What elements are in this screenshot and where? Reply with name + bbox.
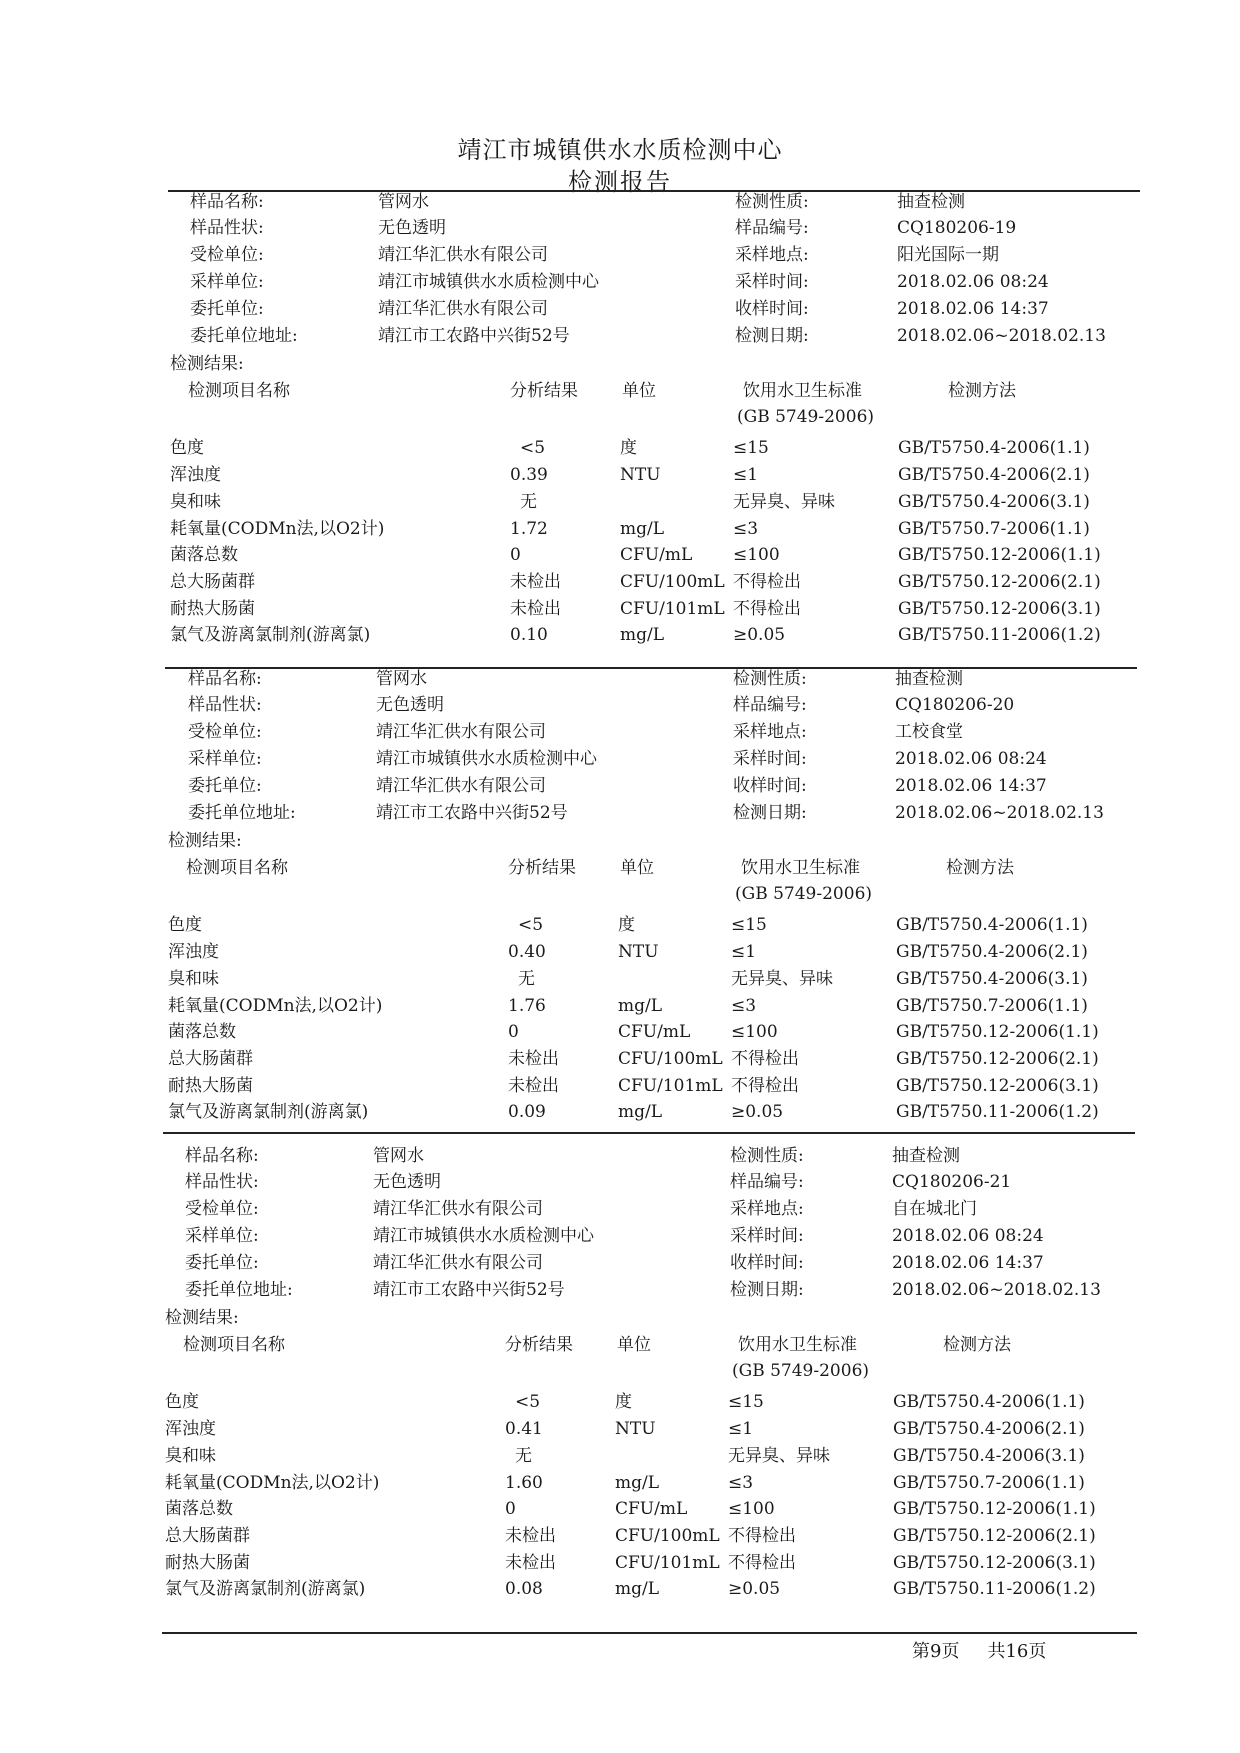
- item-method: GB/T5750.11-2006(1.2): [898, 625, 1101, 645]
- item-method: GB/T5750.4-2006(1.1): [893, 1392, 1085, 1412]
- info-value-sample-state: 无色透明: [378, 218, 446, 238]
- item-standard: ≤3: [728, 1473, 754, 1493]
- report-subtitle: 检测报告: [568, 168, 672, 196]
- item-name: 浑浊度: [168, 942, 219, 962]
- info-value-test-date: 2018.02.06~2018.02.13: [897, 326, 1106, 346]
- sample-section: [165, 1146, 1240, 1616]
- info-label-client: 委托单位:: [190, 299, 264, 319]
- col-header-method: 检测方法: [948, 381, 1016, 401]
- col-header-standard-code: (GB 5749-2006): [735, 884, 873, 904]
- item-standard: ≤100: [731, 1022, 778, 1042]
- item-standard: 不得检出: [733, 572, 801, 592]
- col-header-result: 分析结果: [508, 858, 576, 878]
- info-label-sample-no: 样品编号:: [730, 1172, 804, 1192]
- col-header-standard: 饮用水卫生标准: [738, 1335, 857, 1355]
- col-header-standard-code: (GB 5749-2006): [737, 407, 875, 427]
- info-label-sampling-time: 采样时间:: [733, 749, 807, 769]
- info-label-sampling-site: 采样地点:: [730, 1199, 804, 1219]
- item-standard: 无异臭、异味: [731, 969, 833, 989]
- item-method: GB/T5750.12-2006(1.1): [898, 545, 1101, 565]
- col-header-unit: 单位: [617, 1335, 651, 1355]
- info-label-sample-name: 样品名称:: [190, 192, 264, 212]
- info-value-sample-name: 管网水: [378, 192, 429, 212]
- item-method: GB/T5750.12-2006(1.1): [893, 1499, 1096, 1519]
- info-value-sample-state: 无色透明: [373, 1172, 441, 1192]
- col-header-unit: 单位: [622, 381, 656, 401]
- info-label-sampling-unit: 采样单位:: [190, 272, 264, 292]
- info-label-receive-time: 收样时间:: [733, 776, 807, 796]
- info-value-test-date: 2018.02.06~2018.02.13: [892, 1280, 1101, 1300]
- item-name: 臭和味: [168, 969, 219, 989]
- item-name: 总大肠菌群: [168, 1049, 253, 1069]
- info-value-inspected-unit: 靖江华汇供水有限公司: [376, 722, 546, 742]
- info-value-client-address: 靖江市工农路中兴街52号: [378, 326, 570, 346]
- item-standard: ≤1: [728, 1419, 754, 1439]
- item-unit: CFU/mL: [615, 1499, 688, 1519]
- col-header-method: 检测方法: [946, 858, 1014, 878]
- item-name: 臭和味: [170, 492, 221, 512]
- item-method: GB/T5750.12-2006(1.1): [896, 1022, 1099, 1042]
- item-standard: 无异臭、异味: [733, 492, 835, 512]
- sample-section: [170, 192, 1240, 662]
- item-standard: ≤100: [728, 1499, 775, 1519]
- info-value-test-date: 2018.02.06~2018.02.13: [895, 803, 1104, 823]
- info-value-receive-time: 2018.02.06 14:37: [897, 299, 1049, 319]
- item-name: 浑浊度: [165, 1419, 216, 1439]
- item-result: 1.60: [505, 1473, 543, 1493]
- item-unit: NTU: [618, 942, 659, 962]
- info-label-sample-state: 样品性状:: [185, 1172, 259, 1192]
- info-label-sampling-time: 采样时间:: [730, 1226, 804, 1246]
- col-header-item: 检测项目名称: [183, 1335, 285, 1355]
- info-value-sampling-site: 工校食堂: [895, 722, 963, 742]
- item-standard: 不得检出: [731, 1076, 799, 1096]
- col-header-item: 检测项目名称: [188, 381, 290, 401]
- item-name: 耐热大肠菌: [168, 1076, 253, 1096]
- item-name: 色度: [168, 915, 202, 935]
- item-name: 耐热大肠菌: [165, 1553, 250, 1573]
- item-name: 臭和味: [165, 1446, 216, 1466]
- item-standard: ≥0.05: [733, 625, 786, 645]
- page-total: 共16页: [987, 1641, 1047, 1662]
- item-standard: ≤15: [733, 438, 769, 458]
- item-method: GB/T5750.4-2006(3.1): [898, 492, 1090, 512]
- item-unit: CFU/101mL: [615, 1553, 720, 1573]
- info-label-test-date: 检测日期:: [730, 1280, 804, 1300]
- info-label-client: 委托单位:: [188, 776, 262, 796]
- item-standard: ≥0.05: [728, 1579, 781, 1599]
- info-label-client-address: 委托单位地址:: [188, 803, 296, 823]
- info-label-sample-no: 样品编号:: [733, 695, 807, 715]
- item-method: GB/T5750.4-2006(3.1): [893, 1446, 1085, 1466]
- item-method: GB/T5750.4-2006(2.1): [896, 942, 1088, 962]
- item-name: 耗氧量(CODMn法,以O2计): [165, 1473, 380, 1493]
- info-label-sampling-site: 采样地点:: [735, 245, 809, 265]
- info-label-inspected-unit: 受检单位:: [190, 245, 264, 265]
- info-value-sample-name: 管网水: [376, 669, 427, 689]
- item-result: 0.40: [508, 942, 546, 962]
- item-unit: 度: [615, 1392, 632, 1412]
- info-label-receive-time: 收样时间:: [735, 299, 809, 319]
- item-standard: ≤1: [733, 465, 759, 485]
- item-unit: CFU/100mL: [620, 572, 725, 592]
- item-result: 未检出: [510, 599, 561, 619]
- item-unit: NTU: [615, 1419, 656, 1439]
- item-method: GB/T5750.7-2006(1.1): [893, 1473, 1085, 1493]
- item-standard: ≤15: [728, 1392, 764, 1412]
- item-standard: 不得检出: [731, 1049, 799, 1069]
- item-method: GB/T5750.12-2006(2.1): [896, 1049, 1099, 1069]
- item-unit: mg/L: [618, 996, 663, 1016]
- info-value-client: 靖江华汇供水有限公司: [376, 776, 546, 796]
- item-unit: CFU/100mL: [618, 1049, 723, 1069]
- item-result: 1.72: [510, 519, 548, 539]
- info-value-sampling-time: 2018.02.06 08:24: [892, 1226, 1044, 1246]
- item-unit: NTU: [620, 465, 661, 485]
- info-label-sample-state: 样品性状:: [188, 695, 262, 715]
- info-value-client-address: 靖江市工农路中兴街52号: [376, 803, 568, 823]
- col-header-item: 检测项目名称: [186, 858, 288, 878]
- item-name: 耗氧量(CODMn法,以O2计): [170, 519, 385, 539]
- item-method: GB/T5750.7-2006(1.1): [898, 519, 1090, 539]
- item-method: GB/T5750.4-2006(2.1): [898, 465, 1090, 485]
- item-method: GB/T5750.4-2006(1.1): [896, 915, 1088, 935]
- item-result: 0.41: [505, 1419, 543, 1439]
- item-standard: 不得检出: [728, 1553, 796, 1573]
- section-rule: [163, 1132, 1135, 1134]
- info-value-test-nature: 抽查检测: [895, 669, 963, 689]
- item-name: 总大肠菌群: [165, 1526, 250, 1546]
- sample-section: [168, 669, 1240, 1139]
- info-value-sampling-unit: 靖江市城镇供水水质检测中心: [376, 749, 597, 769]
- item-name: 菌落总数: [168, 1022, 236, 1042]
- info-value-client-address: 靖江市工农路中兴街52号: [373, 1280, 565, 1300]
- item-unit: mg/L: [618, 1102, 663, 1122]
- item-name: 氯气及游离氯制剂(游离氯): [170, 625, 371, 645]
- item-unit: CFU/101mL: [618, 1076, 723, 1096]
- info-value-sample-no: CQ180206-20: [895, 695, 1015, 715]
- item-name: 耗氧量(CODMn法,以O2计): [168, 996, 383, 1016]
- item-method: GB/T5750.12-2006(2.1): [893, 1526, 1096, 1546]
- item-unit: mg/L: [615, 1473, 660, 1493]
- item-name: 色度: [165, 1392, 199, 1412]
- col-header-standard: 饮用水卫生标准: [743, 381, 862, 401]
- item-method: GB/T5750.4-2006(1.1): [898, 438, 1090, 458]
- info-label-sampling-site: 采样地点:: [733, 722, 807, 742]
- info-label-sample-name: 样品名称:: [188, 669, 262, 689]
- item-name: 色度: [170, 438, 204, 458]
- info-value-client: 靖江华汇供水有限公司: [373, 1253, 543, 1273]
- item-standard: ≥0.05: [731, 1102, 784, 1122]
- item-result: 0.08: [505, 1579, 543, 1599]
- item-unit: CFU/100mL: [615, 1526, 720, 1546]
- item-method: GB/T5750.4-2006(2.1): [893, 1419, 1085, 1439]
- item-result: 1.76: [508, 996, 546, 1016]
- item-unit: mg/L: [620, 519, 665, 539]
- results-label: 检测结果:: [168, 831, 242, 851]
- item-standard: 不得检出: [733, 599, 801, 619]
- item-method: GB/T5750.12-2006(2.1): [898, 572, 1101, 592]
- bottom-rule: [162, 1632, 1137, 1634]
- info-value-sampling-unit: 靖江市城镇供水水质检测中心: [373, 1226, 594, 1246]
- info-value-sampling-unit: 靖江市城镇供水水质检测中心: [378, 272, 599, 292]
- item-name: 菌落总数: [165, 1499, 233, 1519]
- info-value-sampling-site: 自在城北门: [892, 1199, 977, 1219]
- col-header-result: 分析结果: [505, 1335, 573, 1355]
- info-value-sampling-site: 阳光国际一期: [897, 245, 999, 265]
- col-header-standard-code: (GB 5749-2006): [732, 1361, 870, 1381]
- item-name: 浑浊度: [170, 465, 221, 485]
- item-result: 0.09: [508, 1102, 546, 1122]
- item-result: 未检出: [510, 572, 561, 592]
- item-result: 0: [510, 545, 521, 565]
- info-label-test-date: 检测日期:: [733, 803, 807, 823]
- item-result: 0.39: [510, 465, 548, 485]
- item-standard: ≤1: [731, 942, 757, 962]
- item-result: 无: [518, 969, 535, 989]
- item-unit: 度: [618, 915, 635, 935]
- info-value-client: 靖江华汇供水有限公司: [378, 299, 548, 319]
- item-result: <5: [518, 915, 544, 935]
- item-name: 氯气及游离氯制剂(游离氯): [168, 1102, 369, 1122]
- page-number: 第9页: [912, 1641, 960, 1662]
- info-label-test-nature: 检测性质:: [735, 192, 809, 212]
- item-unit: CFU/101mL: [620, 599, 725, 619]
- info-label-test-date: 检测日期:: [735, 326, 809, 346]
- item-method: GB/T5750.12-2006(3.1): [898, 599, 1101, 619]
- info-label-test-nature: 检测性质:: [733, 669, 807, 689]
- results-label: 检测结果:: [170, 354, 244, 374]
- info-label-client-address: 委托单位地址:: [190, 326, 298, 346]
- item-result: 0: [508, 1022, 519, 1042]
- info-label-client: 委托单位:: [185, 1253, 259, 1273]
- item-method: GB/T5750.12-2006(3.1): [896, 1076, 1099, 1096]
- item-method: GB/T5750.12-2006(3.1): [893, 1553, 1096, 1573]
- info-value-test-nature: 抽查检测: [892, 1146, 960, 1166]
- item-name: 总大肠菌群: [170, 572, 255, 592]
- info-label-receive-time: 收样时间:: [730, 1253, 804, 1273]
- info-label-sample-no: 样品编号:: [735, 218, 809, 238]
- item-name: 菌落总数: [170, 545, 238, 565]
- info-label-client-address: 委托单位地址:: [185, 1280, 293, 1300]
- info-value-sampling-time: 2018.02.06 08:24: [895, 749, 1047, 769]
- item-name: 氯气及游离氯制剂(游离氯): [165, 1579, 366, 1599]
- item-unit: 度: [620, 438, 637, 458]
- item-result: <5: [515, 1392, 541, 1412]
- item-result: 0.10: [510, 625, 548, 645]
- item-result: 未检出: [505, 1526, 556, 1546]
- item-result: 无: [520, 492, 537, 512]
- info-value-sample-no: CQ180206-19: [897, 218, 1017, 238]
- info-label-inspected-unit: 受检单位:: [188, 722, 262, 742]
- item-result: 未检出: [508, 1076, 559, 1096]
- col-header-result: 分析结果: [510, 381, 578, 401]
- item-method: GB/T5750.11-2006(1.2): [896, 1102, 1099, 1122]
- item-result: 未检出: [508, 1049, 559, 1069]
- info-label-sampling-unit: 采样单位:: [188, 749, 262, 769]
- info-value-inspected-unit: 靖江华汇供水有限公司: [373, 1199, 543, 1219]
- info-label-inspected-unit: 受检单位:: [185, 1199, 259, 1219]
- col-header-standard: 饮用水卫生标准: [741, 858, 860, 878]
- item-unit: CFU/mL: [620, 545, 693, 565]
- info-label-sampling-time: 采样时间:: [735, 272, 809, 292]
- info-value-sample-no: CQ180206-21: [892, 1172, 1012, 1192]
- info-value-test-nature: 抽查检测: [897, 192, 965, 212]
- info-label-sample-name: 样品名称:: [185, 1146, 259, 1166]
- info-value-sample-name: 管网水: [373, 1146, 424, 1166]
- item-standard: ≤3: [731, 996, 757, 1016]
- page-footer: [912, 1637, 1074, 1663]
- col-header-unit: 单位: [620, 858, 654, 878]
- item-unit: mg/L: [615, 1579, 660, 1599]
- item-result: <5: [520, 438, 546, 458]
- item-standard: ≤15: [731, 915, 767, 935]
- info-value-receive-time: 2018.02.06 14:37: [895, 776, 1047, 796]
- item-standard: 不得检出: [728, 1526, 796, 1546]
- report-org-title: 靖江市城镇供水水质检测中心: [457, 136, 783, 164]
- info-value-sampling-time: 2018.02.06 08:24: [897, 272, 1049, 292]
- item-standard: 无异臭、异味: [728, 1446, 830, 1466]
- item-unit: mg/L: [620, 625, 665, 645]
- col-header-method: 检测方法: [943, 1335, 1011, 1355]
- item-method: GB/T5750.7-2006(1.1): [896, 996, 1088, 1016]
- item-result: 0: [505, 1499, 516, 1519]
- results-label: 检测结果:: [165, 1308, 239, 1328]
- info-value-inspected-unit: 靖江华汇供水有限公司: [378, 245, 548, 265]
- item-method: GB/T5750.11-2006(1.2): [893, 1579, 1096, 1599]
- item-result: 未检出: [505, 1553, 556, 1573]
- item-standard: ≤100: [733, 545, 780, 565]
- info-value-sample-state: 无色透明: [376, 695, 444, 715]
- info-label-sample-state: 样品性状:: [190, 218, 264, 238]
- item-name: 耐热大肠菌: [170, 599, 255, 619]
- item-result: 无: [515, 1446, 532, 1466]
- info-value-receive-time: 2018.02.06 14:37: [892, 1253, 1044, 1273]
- info-label-sampling-unit: 采样单位:: [185, 1226, 259, 1246]
- item-standard: ≤3: [733, 519, 759, 539]
- info-label-test-nature: 检测性质:: [730, 1146, 804, 1166]
- item-unit: CFU/mL: [618, 1022, 691, 1042]
- item-method: GB/T5750.4-2006(3.1): [896, 969, 1088, 989]
